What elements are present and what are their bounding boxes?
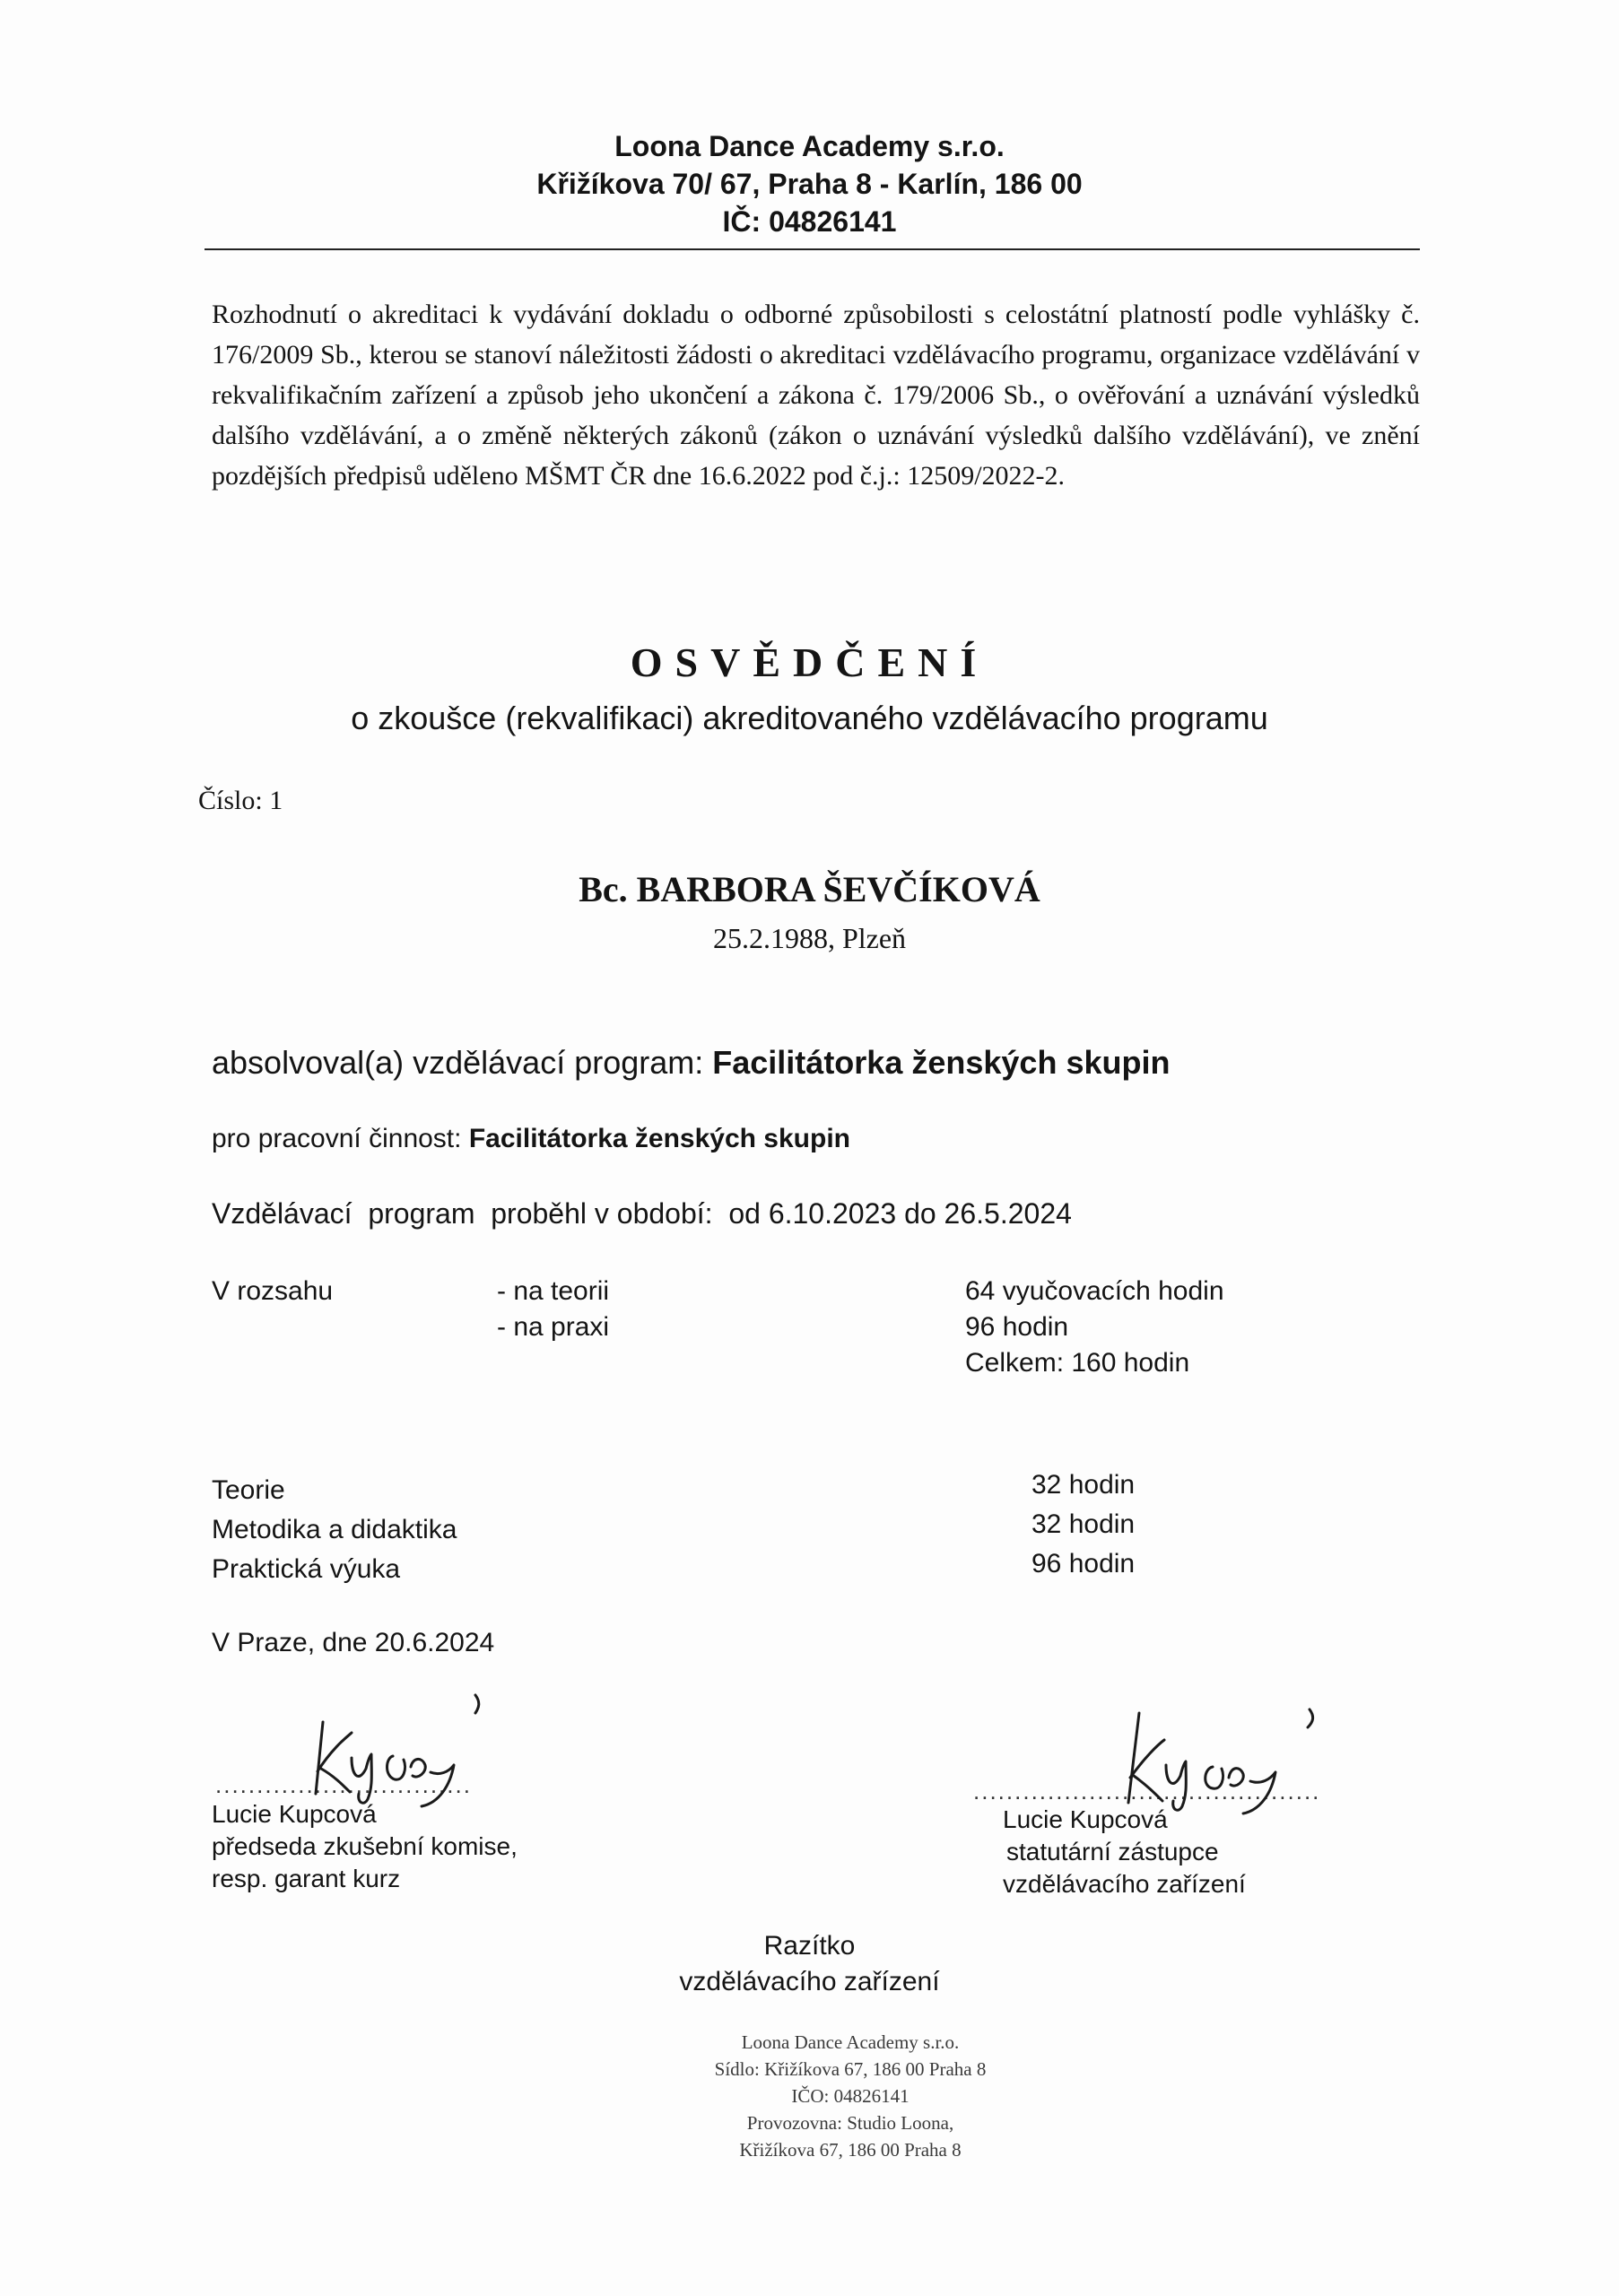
program-label: absolvoval(a) vzdělávací program:: [212, 1044, 704, 1081]
company-address: Křižíkova 70/ 67, Praha 8 - Karlín, 186 00: [536, 168, 1083, 200]
accreditation-preamble: Rozhodnutí o akreditaci k vydávání dokladu o odborné způsobilosti s celostátní platností podle vyhlášky č. 176/2009 Sb., kterou se stanoví náležitosti žádosti o akreditaci vzdělávacího programu, organizace vzdělávání v rekvalifikačním zařízení a způsob jeho ukončení a zákona č. 179/2006 Sb., o ověřování a uznávání výsledků dalšího vzdělávání, a o změně některých zákonů (zákon o uznávání výsledků dalšího vzdělávání), ve znění pozdějších předpisů uděleno MŠMT ČR dne 16.6.2022 pod č.j.: 12509/2022-2.: [212, 300, 1420, 491]
scope-values: [965, 1274, 1224, 1381]
signer-name: Lucie Kupcová: [1003, 1805, 1168, 1833]
stamp-caption: [0, 1928, 1619, 2000]
scope-practice-label: - na praxi: [497, 1312, 610, 1342]
scope-practice-value: 96 hodin: [965, 1312, 1069, 1342]
signature-block-left: [212, 1798, 518, 1895]
company-name: Loona Dance Academy s.r.o.: [614, 130, 1005, 162]
subject-hours: 32 hodin: [1031, 1509, 1136, 1539]
signature-block-right: [1003, 1804, 1246, 1900]
activity-name: Facilitátorka ženských skupin: [468, 1124, 850, 1153]
stamp-line: Provozovna: Studio Loona,: [746, 2112, 954, 2134]
signer-name: Lucie Kupcová: [212, 1800, 377, 1828]
subject-name: Praktická výuka: [212, 1554, 401, 1584]
program-line: [212, 1044, 1170, 1082]
place-date: V Praze, dne 20.6.2024: [212, 1628, 495, 1657]
subject-hours: 96 hodin: [1031, 1549, 1136, 1578]
holder-name: Bc. BARBORA ŠEVČÍKOVÁ: [579, 869, 1040, 909]
program-name: Facilitátorka ženských skupin: [712, 1044, 1171, 1081]
program-period: Vzdělávací program proběhl v období: od 6.10.2023 do 26.5.2024: [212, 1197, 1072, 1230]
signature-left-icon: [296, 1686, 529, 1812]
stamp-line: IČO: 04826141: [791, 2085, 910, 2107]
certificate-subtitle: o zkoušce (rekvalifikaci) akreditovaného vzdělávacího programu: [351, 700, 1268, 736]
scope-total: Celkem: 160 hodin: [965, 1348, 1190, 1378]
signer-role: statutární zástupce: [1006, 1838, 1219, 1866]
activity-line: [212, 1124, 850, 1154]
header-divider: [205, 248, 1420, 250]
stamp-line: Sídlo: Křižíkova 67, 186 00 Praha 8: [714, 2058, 987, 2080]
stamp-caption-subtitle: vzdělávacího zařízení: [679, 1967, 940, 1996]
certificate-number: Číslo: 1: [198, 786, 283, 815]
holder-birth: 25.2.1988, Plzeň: [712, 922, 907, 954]
stamp-line: Loona Dance Academy s.r.o.: [741, 2031, 960, 2053]
scope-theory-label: - na teorii: [497, 1276, 610, 1306]
signature-line-right: ..........................................: [973, 1778, 1321, 1805]
signature-line-left: ...............................: [215, 1771, 472, 1798]
subject-hours-list: [1031, 1465, 1135, 1584]
subject-list: [212, 1471, 457, 1589]
signature-right-icon: [1103, 1695, 1363, 1821]
letterhead: [0, 127, 1619, 240]
scope-label: V rozsahu: [212, 1276, 334, 1306]
activity-label: pro pracovní činnost:: [212, 1124, 462, 1153]
company-ic: IČ: 04826141: [722, 205, 897, 238]
scope-theory-value: 64 vyučovacích hodin: [965, 1276, 1224, 1306]
signer-role: předseda zkušební komise,: [212, 1832, 518, 1860]
subject-name: Metodika a didaktika: [212, 1515, 457, 1544]
certificate-title: OSVĚDČENÍ: [630, 639, 989, 685]
subject-hours: 32 hodin: [1031, 1470, 1136, 1500]
stamp-line: Křižíkova 67, 186 00 Praha 8: [739, 2139, 962, 2161]
scope-items: [497, 1274, 609, 1345]
signer-role: vzdělávacího zařízení: [1003, 1870, 1246, 1898]
stamp-caption-title: Razítko: [763, 1931, 856, 1961]
subject-name: Teorie: [212, 1475, 285, 1505]
institution-stamp: [662, 2029, 1039, 2163]
signer-role: resp. garant kurz: [212, 1865, 401, 1892]
